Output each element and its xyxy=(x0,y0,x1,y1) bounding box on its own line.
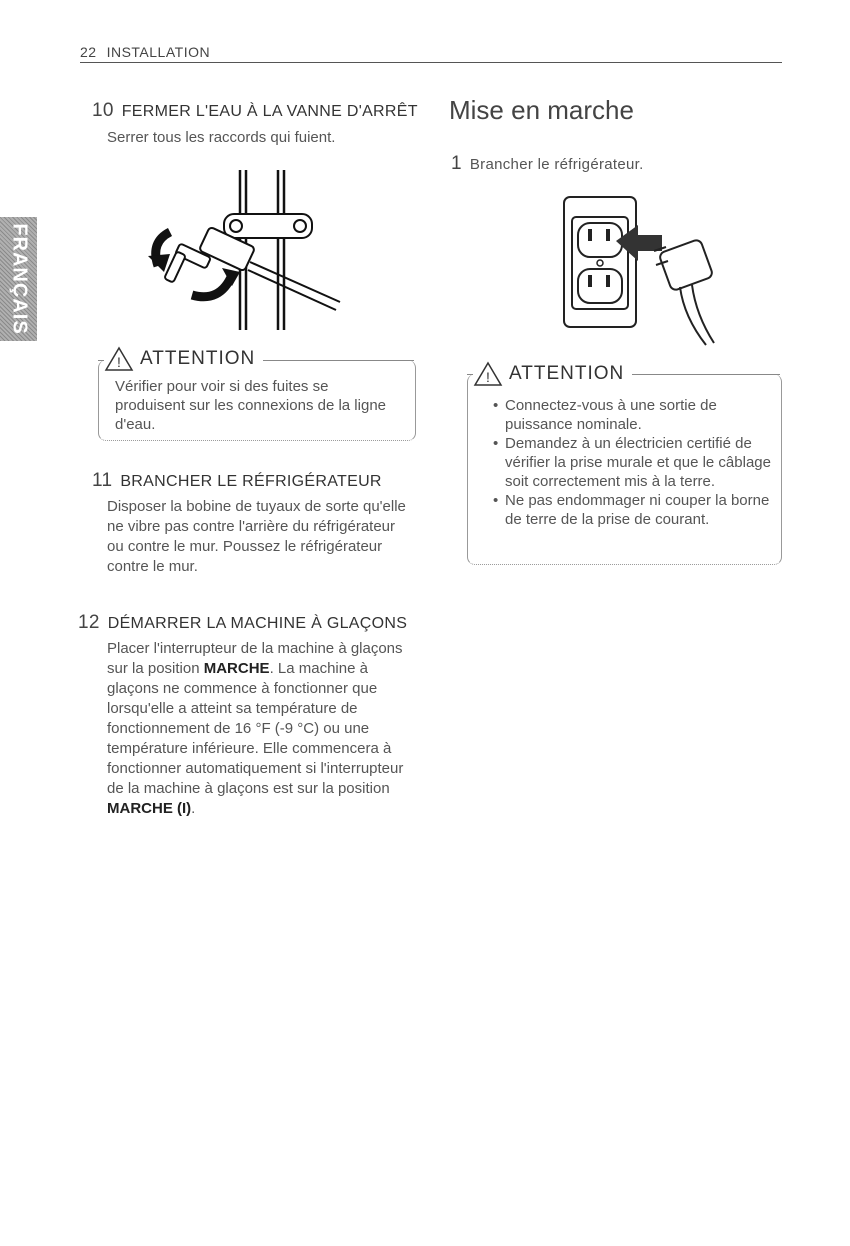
right-step-1-number: 1 xyxy=(451,153,462,174)
step-11-heading xyxy=(92,470,382,492)
marche-label: MARCHE xyxy=(203,660,270,677)
language-label: FRANÇAIS xyxy=(8,223,30,335)
page-header xyxy=(80,44,782,63)
shutoff-valve-illustration xyxy=(140,170,350,335)
svg-text:!: ! xyxy=(486,369,490,385)
attention-header-water xyxy=(104,345,263,373)
warning-triangle-icon xyxy=(104,346,134,372)
page-number: 22 xyxy=(80,44,97,60)
step-11-body: Disposer la bobine de tuyaux de sorte qu'elle ne vibre pas contre l'arrière du réfrigérateur ou contre le mur. Poussez le réfrigérateur contre le mur. xyxy=(107,498,406,575)
attention-list-electric xyxy=(493,396,773,529)
attention-item: • Connectez-vous à une sortie de puissance nominale. xyxy=(493,396,773,434)
section-name: INSTALLATION xyxy=(106,44,211,60)
section-title: Mise en marche xyxy=(449,95,634,125)
attention-label: ATTENTION xyxy=(140,348,256,369)
attention-item: • Ne pas endommager ni couper la borne de terre de la prise de courant. xyxy=(493,491,773,529)
step-10-number: 10 xyxy=(92,100,114,121)
step-11-number: 11 xyxy=(92,470,113,491)
step-10-title: FERMER L'EAU À LA VANNE D'ARRÊT xyxy=(121,103,418,120)
attention-label: ATTENTION xyxy=(509,363,625,384)
step-12-title: DÉMARRER LA MACHINE À GLAÇONS xyxy=(107,615,408,632)
step-12-heading xyxy=(78,612,407,634)
rotate-arrow-icon-2 xyxy=(192,275,232,297)
svg-text:!: ! xyxy=(117,354,121,370)
right-step-1-text: Brancher le réfrigérateur. xyxy=(469,156,644,173)
attention-text-water: Vérifier pour voir si des fuites se produisent sur les connexions de la ligne d'eau. xyxy=(115,378,387,433)
marche-i-label: MARCHE (I) xyxy=(107,800,192,817)
outlet-plug-illustration xyxy=(560,195,720,350)
warning-triangle-icon xyxy=(473,361,503,387)
attention-item: • Demandez à un électricien certifié de vérifier la prise murale et que le câblage soit correctement mis à la terre. xyxy=(493,434,773,491)
step-11-title: BRANCHER LE RÉFRIGÉRATEUR xyxy=(120,473,382,490)
step-12-body: Placer l'interrupteur de la machine à glaçons sur la position MARCHE. La machine à glaçons ne commence à fonctionner que lorsqu'elle a atteint sa température de fonctionnement de 16 °F (-9 °C) ou une température inférieure. Elle commencera à fonctionner automatiquement si l'interrupteur de la machine à glaçons est sur la position MARCHE (I). xyxy=(107,640,404,817)
step-12-number: 12 xyxy=(78,612,100,633)
step-10-body: Serrer tous les raccords qui fuient. xyxy=(107,129,336,146)
attention-header-electric xyxy=(473,360,632,388)
step-10-heading xyxy=(92,100,418,122)
language-side-tab xyxy=(0,217,37,341)
right-step-1 xyxy=(451,153,644,175)
